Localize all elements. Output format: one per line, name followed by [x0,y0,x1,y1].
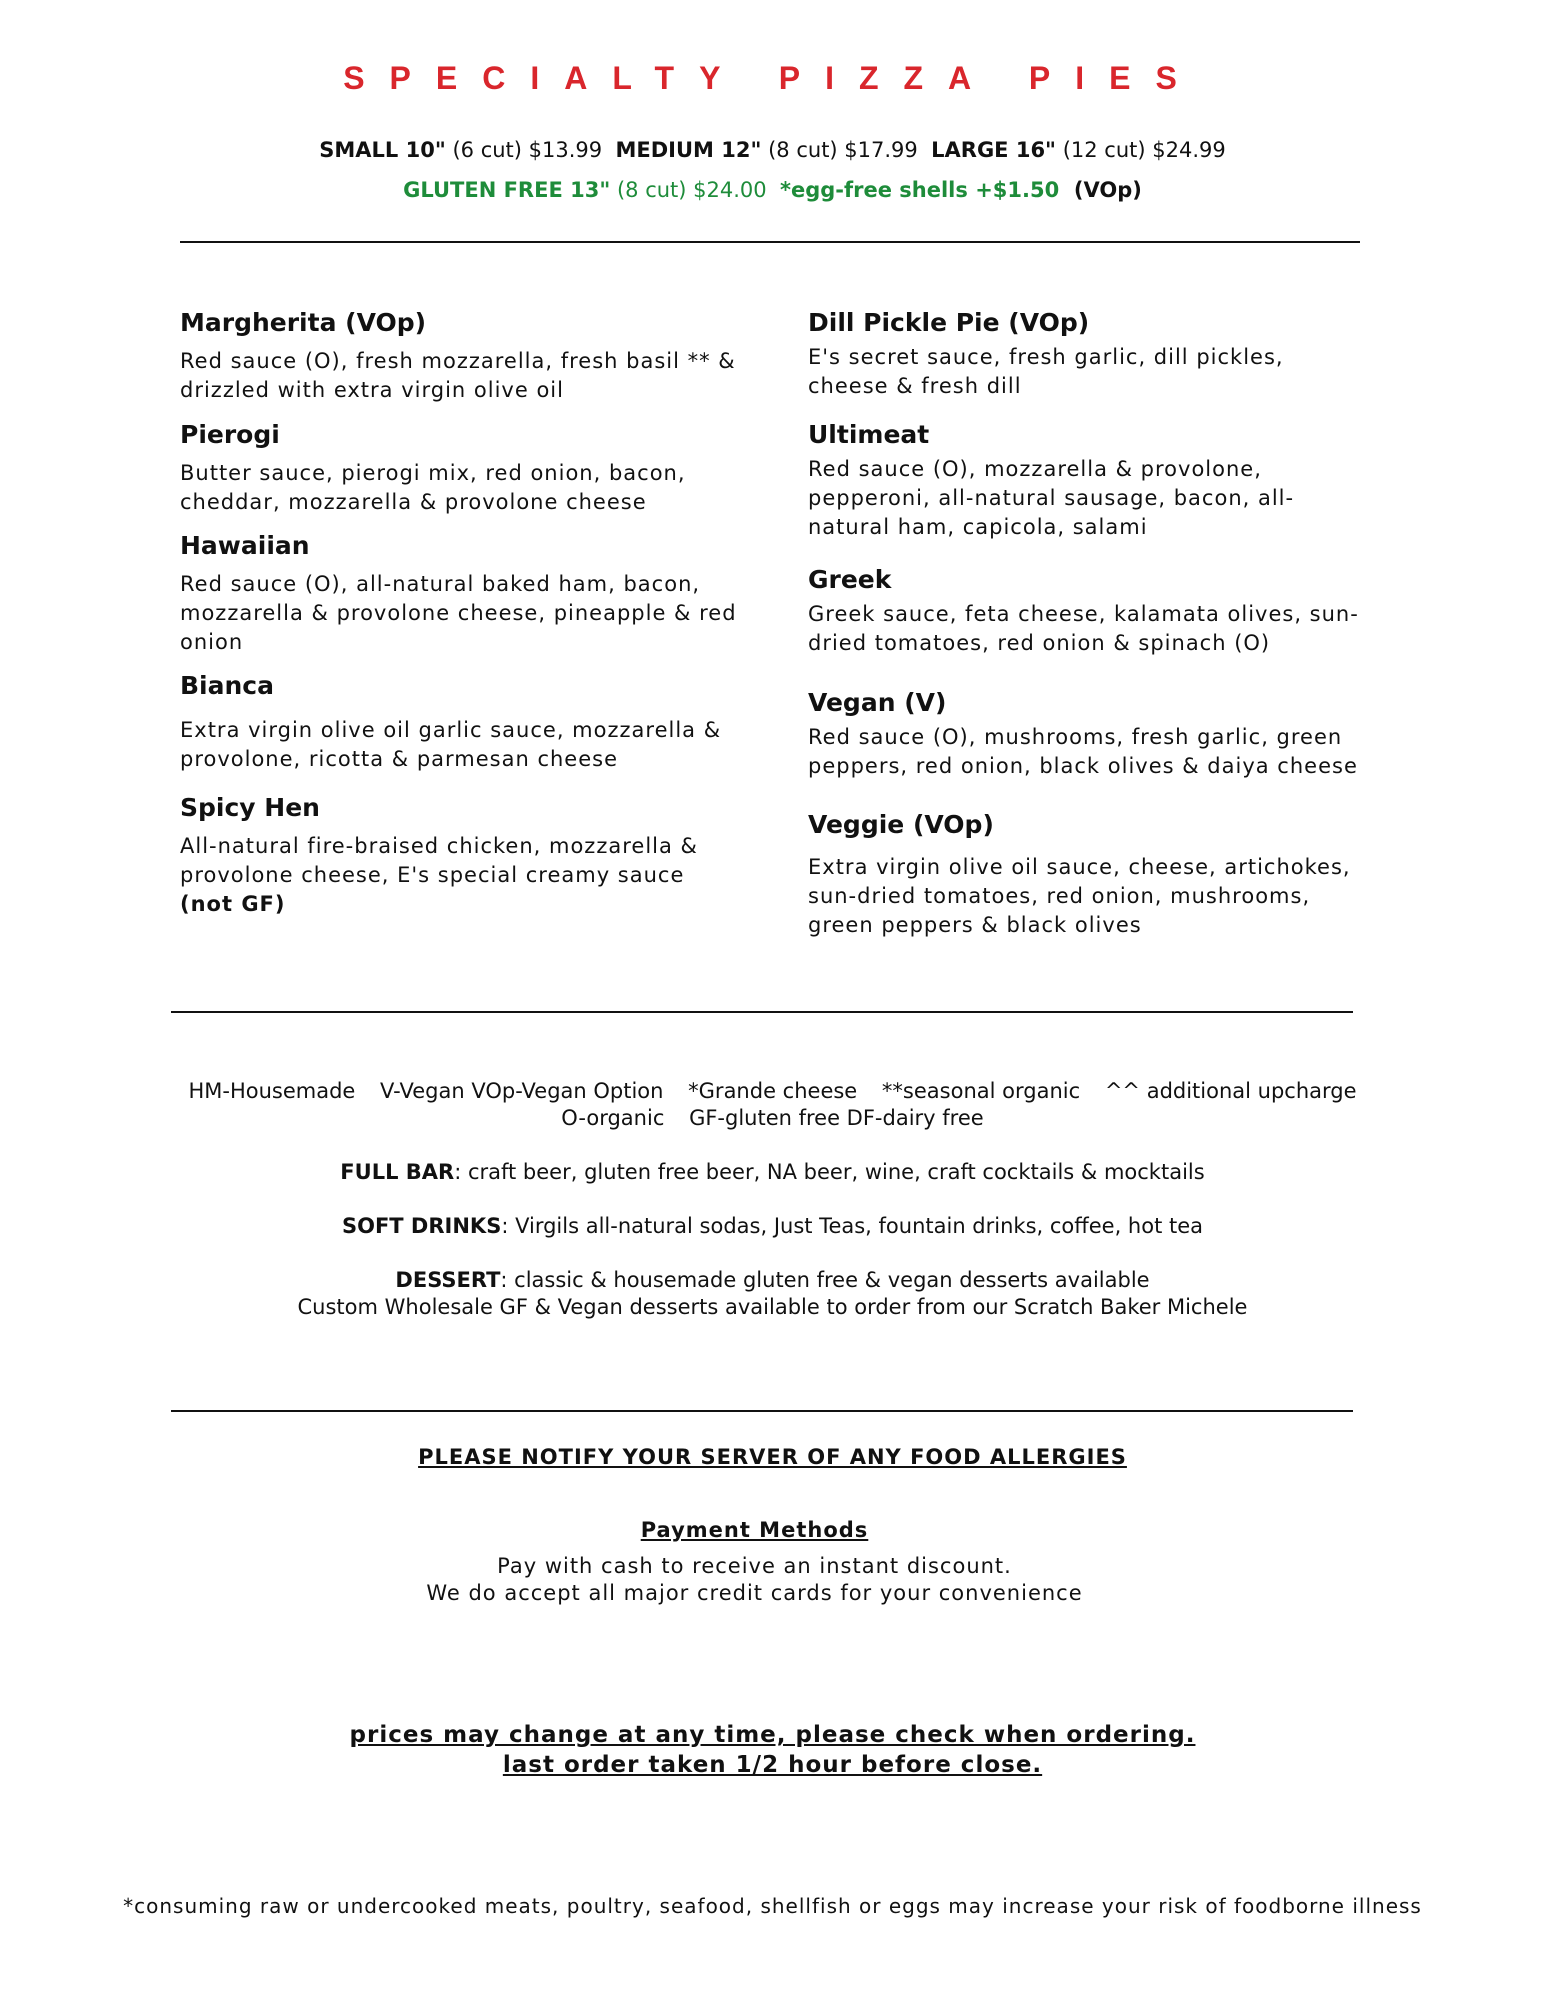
pizza-description: Red sauce (O), mozzarella & provolone, pepperoni, all-natural sausage, bacon, all-natural ham, capicola, salami [808,457,1295,539]
pizza-name: Pierogi [180,420,280,449]
medium-size-detail: (8 cut) $17.99 [768,138,918,162]
pizza-description: Greek sauce, feta cheese, kalamata olives, sun-dried tomatoes, red onion & spinach (O) [808,602,1359,655]
large-size-label: LARGE 16" [931,138,1057,162]
pizza-name: Bianca [180,671,274,700]
last-order-notice: last order taken 1/2 hour before close. [502,1752,1043,1778]
small-size-label: SMALL 10" [319,138,446,162]
gluten-free-label: GLUTEN FREE 13" [403,178,611,202]
foodborne-disclaimer: *consuming raw or undercooked meats, poultry, seafood, shellfish or eggs may increase your risk of foodborne illness [123,1894,1422,1918]
allergy-notice-block [0,1444,1545,1471]
pizza-description-text: All-natural fire-braised chicken, mozzarella & provolone cheese, E's special creamy sauce [180,834,698,887]
payment-heading: Payment Methods [640,1518,869,1542]
pizza-item-margherita [180,308,740,405]
payment-line-1: Pay with cash to receive an instant discount. [497,1554,1012,1578]
pizza-item-dill-pickle [808,308,1368,401]
not-gf-note: (not GF) [180,892,286,916]
small-size-detail: (6 cut) $13.99 [452,138,603,162]
pizza-item-bianca [180,671,740,774]
divider-bottom [171,1410,1353,1412]
soft-drinks-line [0,1213,1545,1240]
legend-entry: *Grande cheese [688,1079,858,1103]
dessert-line-2: Custom Wholesale GF & Vegan desserts available to order from our Scratch Baker Michele [297,1295,1248,1319]
pizza-item-vegan [808,688,1368,781]
pizza-item-hawaiian [180,531,740,657]
allergy-notice: PLEASE NOTIFY YOUR SERVER OF ANY FOOD ALLERGIES [418,1445,1127,1469]
large-size-detail: (12 cut) $24.99 [1062,138,1226,162]
menu-title: SPECIALTY PIZZA PIES [343,60,1202,96]
size-prices [0,138,1545,162]
legend-entry: V-Vegan VOp-Vegan Option [380,1079,664,1103]
vegan-option-tag: (VOp) [1073,178,1142,202]
soft-drinks-label: SOFT DRINKS [341,1214,502,1238]
full-bar-line [0,1159,1545,1186]
legend-line-1 [0,1078,1545,1105]
price-notice-block [0,1720,1545,1780]
payment-line-2: We do accept all major credit cards for your convenience [426,1581,1083,1605]
pizza-name: Ultimeat [808,420,930,449]
pizza-name: Greek [808,565,892,594]
pizza-description: Red sauce (O), fresh mozzarella, fresh basil ** & drizzled with extra virgin olive oil [180,349,736,402]
full-bar-text: : craft beer, gluten free beer, NA beer, wine, craft cocktails & mocktails [454,1160,1205,1184]
pizza-name: Spicy Hen [180,793,320,822]
pizza-description: Extra virgin olive oil sauce, cheese, artichokes, sun-dried tomatoes, red onion, mushrooms, green peppers & black olives [808,855,1351,937]
legend-entry: GF-gluten free DF-dairy free [689,1106,984,1130]
pizza-name: Margherita (VOp) [180,308,427,337]
legend-entry: HM-Housemade [188,1079,356,1103]
legend-entry: ^^ additional upcharge [1104,1079,1357,1103]
soft-drinks-text: : Virgils all-natural sodas, Just Teas, fountain drinks, coffee, hot tea [501,1214,1204,1238]
full-bar-label: FULL BAR [340,1160,455,1184]
gluten-free-prices [0,178,1545,202]
divider-top [180,241,1360,243]
pizza-item-greek [808,565,1368,658]
pizza-name: Hawaiian [180,531,310,560]
pizza-item-ultimeat [808,420,1368,542]
pizza-description: Red sauce (O), all-natural baked ham, bacon, mozzarella & provolone cheese, pineapple & red onion [180,572,737,654]
pizza-name: Veggie (VOp) [808,810,994,839]
legend-entry: O-organic [561,1106,665,1130]
medium-size-label: MEDIUM 12" [615,138,762,162]
pizza-name: Vegan (V) [808,688,947,717]
dessert-block [0,1267,1545,1321]
legend [0,1078,1545,1132]
payment-block [0,1517,1527,1607]
price-change-notice: prices may change at any time, please check when ordering. [349,1722,1196,1748]
dessert-text: : classic & housemade gluten free & vegan desserts available [500,1268,1150,1292]
pizza-name: Dill Pickle Pie (VOp) [808,308,1090,337]
pizza-description: Extra virgin olive oil garlic sauce, mozzarella & provolone, ricotta & parmesan cheese [180,718,722,771]
legend-entry: **seasonal organic [881,1079,1081,1103]
gluten-free-detail: (8 cut) $24.00 [616,178,767,202]
pizza-item-pierogi [180,420,740,517]
pizza-item-veggie [808,810,1368,940]
egg-free-shells: *egg-free shells +$1.50 [780,178,1060,202]
dessert-label: DESSERT [395,1268,501,1292]
legend-line-2 [0,1105,1545,1132]
pizza-description: Butter sauce, pierogi mix, red onion, bacon, cheddar, mozzarella & provolone cheese [180,461,686,514]
pizza-description: E's secret sauce, fresh garlic, dill pickles, cheese & fresh dill [808,345,1284,398]
pizza-item-spicy-hen [180,793,740,919]
pizza-description: Red sauce (O), mushrooms, fresh garlic, green peppers, red onion, black olives & daiya cheese [808,725,1358,778]
divider-middle [171,1011,1353,1013]
pizza-description [180,832,740,919]
